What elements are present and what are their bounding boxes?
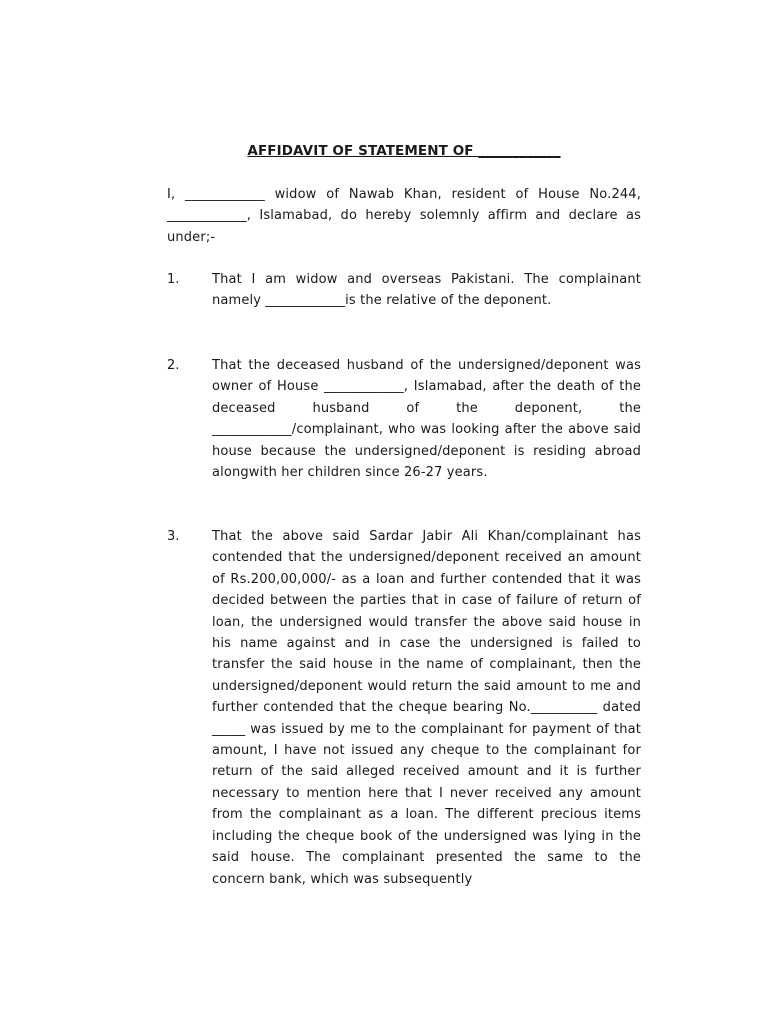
item-number: 2. <box>167 358 180 373</box>
page-title: AFFIDAVIT OF STATEMENT OF ____________ <box>247 143 561 159</box>
intro-paragraph: I, ____________ widow of Nawab Khan, resident of House No.244, ____________, Islamabad, do hereby solemnly affirm and declare as under;- <box>167 187 641 245</box>
item-number: 1. <box>167 272 180 287</box>
item-text: That the above said Sardar Jabir Ali Khan/complainant has contended that the undersigned/deponent received an amount of Rs.200,00,000/- as a loan and further contended that it was decided between the parties that in case of failure of return of loan, the undersigned would transfer the above said house in his name against and in case the undersigned is failed to transfer the said house in the name of complainant, then the undersigned/deponent would return the said amount to me and further contended that the cheque bearing No.__________ dated _____ was issued by me to the complainant for payment of that amount, I have not issued any cheque to the complainant for return of the said alleged received amount and it is further necessary to mention here that I never received any amount from the complainant as a loan. The different precious items including the cheque book of the undersigned was lying in the said house. The complainant presented the same to the concern bank, which was subsequently <box>212 529 641 887</box>
item-text: That I am widow and overseas Pakistani. The complainant namely ____________is the relative of the deponent. <box>212 272 641 309</box>
list-item <box>167 355 641 483</box>
list-item <box>167 526 641 890</box>
list-item <box>167 269 641 312</box>
item-text: That the deceased husband of the undersigned/deponent was owner of House ____________, Islamabad, after the death of the deceased husband of the deponent, the ____________/complainant, who was looking after the above said house because the undersigned/deponent is residing abroad alongwith her children since 26-27 years. <box>212 358 641 481</box>
item-number: 3. <box>167 529 180 544</box>
